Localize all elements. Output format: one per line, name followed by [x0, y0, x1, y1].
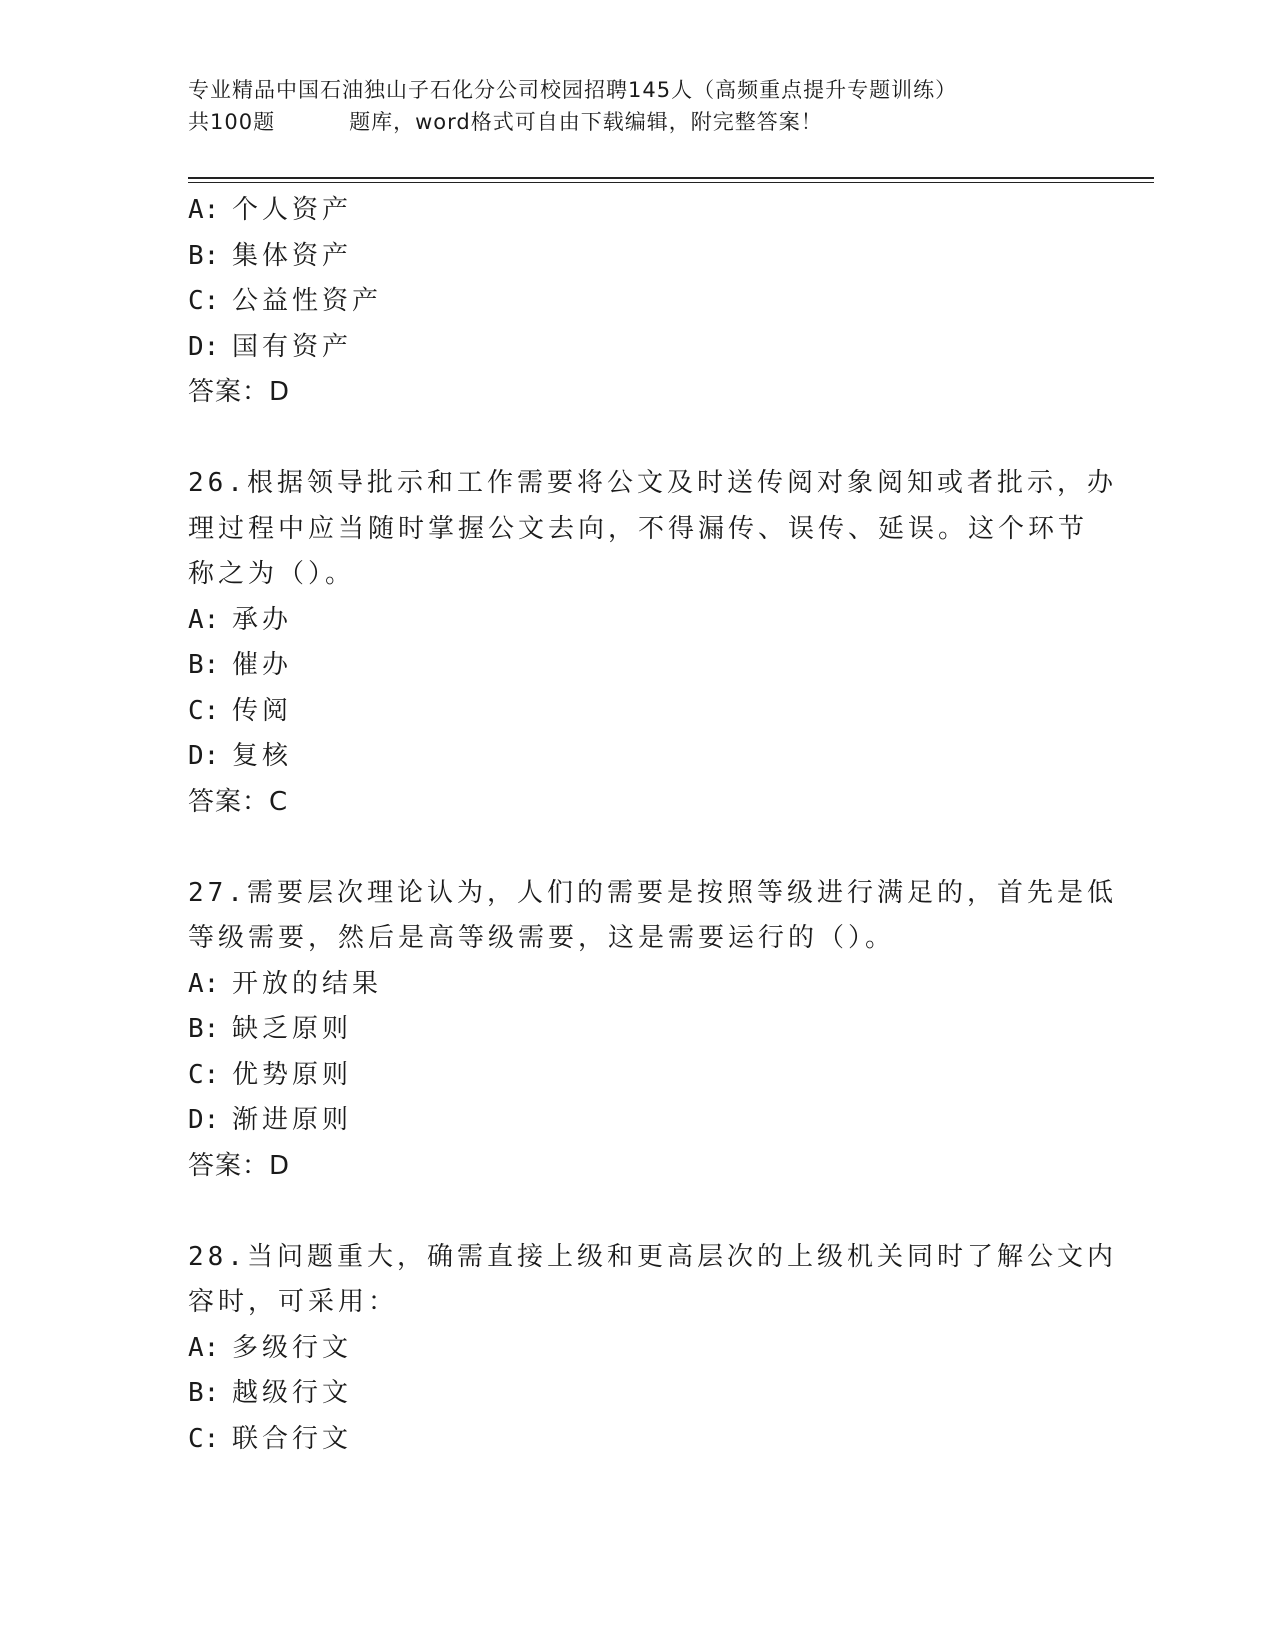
header-divider-thick — [188, 177, 1154, 179]
option-a: A: 多级行文 — [188, 1332, 353, 1363]
answer-line: 答案：D — [188, 377, 291, 407]
header-divider-thin — [188, 182, 1154, 183]
header-description: 题库，word格式可自由下载编辑，附完整答案！ — [349, 110, 823, 134]
option-c: C: 优势原则 — [188, 1059, 353, 1090]
option-a: A: 开放的结果 — [188, 968, 383, 999]
option-c: C: 传阅 — [188, 695, 293, 726]
option-d: D: 国有资产 — [188, 331, 353, 362]
question-26-block — [188, 461, 1117, 825]
option-d: D: 渐进原则 — [188, 1105, 353, 1135]
header-title-line: 专业精品中国石油独山子石化分公司校园招聘145人（高频重点提升专题训练） — [188, 78, 958, 102]
question-27-block — [188, 871, 1117, 1190]
question-text: 理过程中应当随时掌握公文去向，不得漏传、误传、延误。这个环节 — [188, 513, 1089, 544]
option-a: A: 个人资产 — [188, 195, 353, 225]
question-28-block — [188, 1235, 1117, 1463]
option-b: B: 越级行文 — [188, 1378, 353, 1408]
question-text: 26.根据领导批示和工作需要将公文及时送传阅对象阅知或者批示，办 — [188, 468, 1117, 498]
question-text: 等级需要，然后是高等级需要，这是需要运行的（）。 — [188, 923, 896, 953]
question-text: 28.当问题重大，确需直接上级和更高层次的上级机关同时了解公文内 — [188, 1241, 1117, 1272]
question-text: 27.需要层次理论认为，人们的需要是按照等级进行满足的，首先是低 — [188, 877, 1117, 908]
header-subtitle-line — [188, 106, 1088, 138]
document-header — [188, 74, 1088, 138]
option-b: B: 催办 — [188, 650, 293, 680]
question-text: 容时，可采用： — [188, 1287, 399, 1317]
option-b: B: 缺乏原则 — [188, 1014, 353, 1044]
option-a: A: 承办 — [188, 604, 293, 635]
answer-line: 答案：C — [188, 786, 289, 817]
question-25-block — [188, 188, 1088, 416]
option-c: C: 联合行文 — [188, 1423, 353, 1454]
question-list — [188, 188, 1117, 1462]
header-count: 共100题 — [188, 110, 276, 134]
answer-line: 答案：D — [188, 1150, 291, 1181]
option-b: B: 集体资产 — [188, 240, 353, 271]
question-text: 称之为（）。 — [188, 559, 356, 589]
option-c: C: 公益性资产 — [188, 286, 383, 316]
option-d: D: 复核 — [188, 741, 293, 771]
